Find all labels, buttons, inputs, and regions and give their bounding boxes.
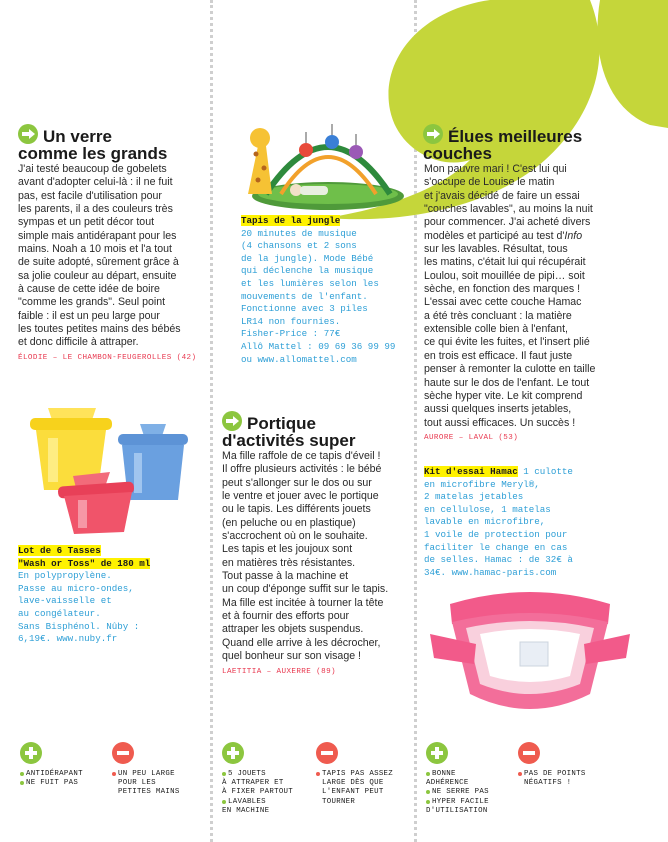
plus-icon <box>426 742 448 764</box>
text-line: Fisher-Price : 77€ <box>241 328 341 340</box>
text-line: et donc difficile à attraper. <box>18 336 139 349</box>
text-line: pour commencer. J'ai acheté divers <box>424 216 591 229</box>
product-title: "Wash or Toss" de 180 ml <box>18 557 151 569</box>
text-line: faciliter le change en cas <box>424 541 568 553</box>
text-line: en microfibre Meryl®, <box>424 478 540 490</box>
con-item: PETITES MAINS <box>118 788 180 797</box>
minus-icon <box>112 742 134 764</box>
text-line: extensible colle bien à l'enfant, <box>424 323 568 336</box>
product-title: Kit d'essai Hamac <box>424 466 518 477</box>
heading-diapers <box>423 124 663 162</box>
text-line: en matières très résistantes. <box>222 556 356 569</box>
text-line: un coup d'éponge suffit sur le tapis. <box>222 583 389 596</box>
heading-line: Portique <box>247 414 316 433</box>
pro-item: ADHÉRENCE <box>426 779 469 788</box>
text-line: quel bonheur sur son visage ! <box>222 650 361 663</box>
text-line: les parents, il a des couleurs très <box>18 203 173 216</box>
text-line: Tout passe à la machine et <box>222 570 349 583</box>
text-line: sur les lavables. Résultat, tous <box>424 243 568 256</box>
pro-item: EN MACHINE <box>222 806 270 815</box>
con-item: NÉGATIFS ! <box>524 779 572 788</box>
product-title: Tapis de la jungle <box>241 215 341 226</box>
heading-line: couches <box>423 144 492 163</box>
product-hamac <box>424 466 664 579</box>
plus-icon <box>20 742 42 764</box>
text-line: aussi quelques inserts jetables, <box>424 403 572 416</box>
text-line: sa jolie couleur au départ, ensuite <box>18 269 177 282</box>
con-item: UN PEU LARGE <box>112 770 208 779</box>
heading-cup <box>18 124 208 162</box>
text-line: ou www.allomattel.com <box>241 353 357 365</box>
text-line: a été très concluant : la matière <box>424 309 572 322</box>
plus-icon <box>222 742 244 764</box>
arrow-icon <box>18 124 38 144</box>
con-item: POUR LES <box>118 779 156 788</box>
text-line: de suite adopté, sûrement grâce à <box>18 256 179 269</box>
text-line: 2 matelas jetables <box>424 491 524 503</box>
text-line: et les lumières selon les <box>241 277 379 289</box>
text-line: Ma fille raffole de ce tapis d'éveil ! <box>222 450 381 462</box>
text-line: Il offre plusieurs activités : le bébé <box>222 463 382 476</box>
review-signature: ÉLODIE – LE CHAMBON-FEUGEROLLES (42) <box>18 353 197 362</box>
text-line: penser à remonter la culotte en taille <box>424 363 596 376</box>
diaper-product-image <box>430 584 630 724</box>
review-cup <box>18 163 210 365</box>
text-fragment: modèles et participé au test d' <box>424 229 565 242</box>
pro-item: HYPER FACILE <box>426 798 516 807</box>
text-line: 6,19€. www.nuby.fr <box>18 633 118 645</box>
pro-item: LAVABLES <box>222 798 314 807</box>
pro-item: 5 JOUETS <box>222 770 314 779</box>
text-line: le ventre et jouer avec le portique <box>222 490 379 503</box>
text-line: sèche, en fonction des marques ! <box>424 283 581 296</box>
pro-item: ANTIDÉRAPANT <box>20 770 108 779</box>
product-title: Lot de 6 Tasses <box>18 545 101 556</box>
review-signature: LAETITIA – AUXERRE (89) <box>222 667 337 676</box>
text-line: lave-vaisselle et <box>18 595 112 607</box>
text-line: tout aussi efficaces. Un succès ! <box>424 416 576 429</box>
text-line: les toutes petites mains des bébés <box>18 323 181 336</box>
text-line: les matins, c'était lui qui récupérait <box>424 256 586 269</box>
pro-item: NE FUIT PAS <box>20 779 108 788</box>
text-line: 34€. www.hamac-paris.com <box>424 566 557 578</box>
text-line: de selles. Hamac : de 32€ à <box>424 554 573 566</box>
text-line: au congélateur. <box>18 607 101 619</box>
text-line: (4 chansons et 2 sons <box>241 240 357 252</box>
text-fragment: 1 culotte <box>523 466 573 477</box>
review-diapers <box>424 163 664 445</box>
text-line: ce qui évite les fuites, et l'insert plié <box>424 336 590 349</box>
text-line: Fonctionne avec 3 piles <box>241 303 368 315</box>
text-line <box>424 230 664 243</box>
text-line: attraper les objets suspendus. <box>222 623 364 636</box>
heading-activity <box>222 411 412 449</box>
text-line: en trois est efficace. Il faut juste <box>424 349 573 362</box>
pro-item: BONNE <box>426 770 516 779</box>
minus-icon <box>316 742 338 764</box>
cons-list <box>316 770 412 807</box>
review-signature: AURORE – LAVAL (53) <box>424 433 519 442</box>
text-line: Quand elle arrive à les décrocher, <box>222 636 381 649</box>
con-item: TOURNER <box>322 797 356 806</box>
review-activity <box>222 450 414 679</box>
text-line: sèche hyper vite. Le kit comprend <box>424 389 583 402</box>
text-line: "couches lavables", au moins la nuit <box>424 203 593 216</box>
text-line: à cause de cette idée de boire <box>18 283 160 296</box>
con-item: LARGE DÈS QUE <box>322 779 384 788</box>
text-line: s'accrochent où on le souhaite. <box>222 530 368 543</box>
text-line: Ma fille est incitée à tourner la tête <box>222 596 384 609</box>
pros-list <box>426 770 516 816</box>
text-line: faible : il est un peu large pour <box>18 309 160 322</box>
magazine-name: Info <box>564 229 583 242</box>
heading-line: Un verre <box>43 127 112 146</box>
text-line: ou le tapis. Les différents jouets <box>222 503 371 516</box>
product-cups <box>18 545 210 646</box>
text-line: avant d'adopter celui-là : il ne fuit <box>18 176 173 189</box>
text-line: et à fournir des efforts pour <box>222 610 350 623</box>
product-jungle <box>241 215 411 366</box>
text-line: Loulou, soit mouillée de pipi… soit <box>424 269 585 282</box>
cons-list <box>518 770 618 788</box>
cups-product-image <box>18 398 193 536</box>
text-line: mains. Noah a 10 mois et l'a tout <box>18 243 172 256</box>
text-line: 20 minutes de musique <box>241 227 357 239</box>
pro-item: À FIXER PARTOUT <box>222 788 294 797</box>
pro-item: D'UTILISATION <box>426 806 488 815</box>
text-line: 1 voile de protection pour <box>424 528 568 540</box>
text-line: haute sur le dos de l'enfant. Le tout <box>424 376 590 389</box>
text-line: et j'avais décidé de faire un essai <box>424 189 580 202</box>
cons-list <box>112 770 208 798</box>
minus-icon <box>518 742 540 764</box>
heading-line: comme les grands <box>18 144 168 163</box>
pro-item: À ATTRAPER ET <box>222 779 284 788</box>
con-item: TAPIS PAS ASSEZ <box>316 770 412 779</box>
pros-list <box>20 770 108 788</box>
text-line: sympas et un petit décor tout <box>18 216 155 229</box>
text-line: peut s'allonger sur le dos ou sur <box>222 476 372 489</box>
text-line: s'occupe de Louise le matin <box>424 176 555 189</box>
heading-line: d'activités super <box>222 431 356 450</box>
pro-item: NE SERRE PAS <box>426 788 516 797</box>
text-line: en cellulose, 1 matelas <box>424 503 551 515</box>
arrow-icon <box>222 411 242 431</box>
text-line: (en peluche ou en plastique) <box>222 516 356 529</box>
text-line: mouvements de l'enfant. <box>241 290 368 302</box>
text-line: Mon pauvre mari ! C'est lui qui <box>424 163 567 175</box>
text-line: de la jungle). Mode Bébé <box>241 252 374 264</box>
text-line: LR14 non fournies. <box>241 315 341 327</box>
jungle-gym-image <box>236 110 406 210</box>
heading-line: Élues meilleures <box>448 127 583 146</box>
text-line: lavable en microfibre, <box>424 516 546 528</box>
text-line: Allô Mattel : 09 69 36 99 99 <box>241 340 396 352</box>
text-line: J'ai testé beaucoup de gobelets <box>18 163 167 175</box>
text-line: Les tapis et les joujoux sont <box>222 543 353 556</box>
text-line: simple mais antidérapant pour les <box>18 229 177 242</box>
pros-list <box>222 770 314 816</box>
con-item: PAS DE POINTS <box>518 770 618 779</box>
text-line: L'essai avec cette couche Hamac <box>424 296 582 309</box>
arrow-icon <box>423 124 443 144</box>
text-line: pas, est facile d'utilisation pour <box>18 189 162 202</box>
text-line: Sans Bisphénol. Nûby : <box>18 620 140 632</box>
text-line: "comme les grands". Seul point <box>18 296 166 309</box>
con-item: L'ENFANT PEUT <box>322 788 384 797</box>
text-line: qui déclenche la musique <box>241 265 374 277</box>
text-line: Passe au micro-ondes, <box>18 582 134 594</box>
text-line: En polypropylène. <box>18 570 112 582</box>
